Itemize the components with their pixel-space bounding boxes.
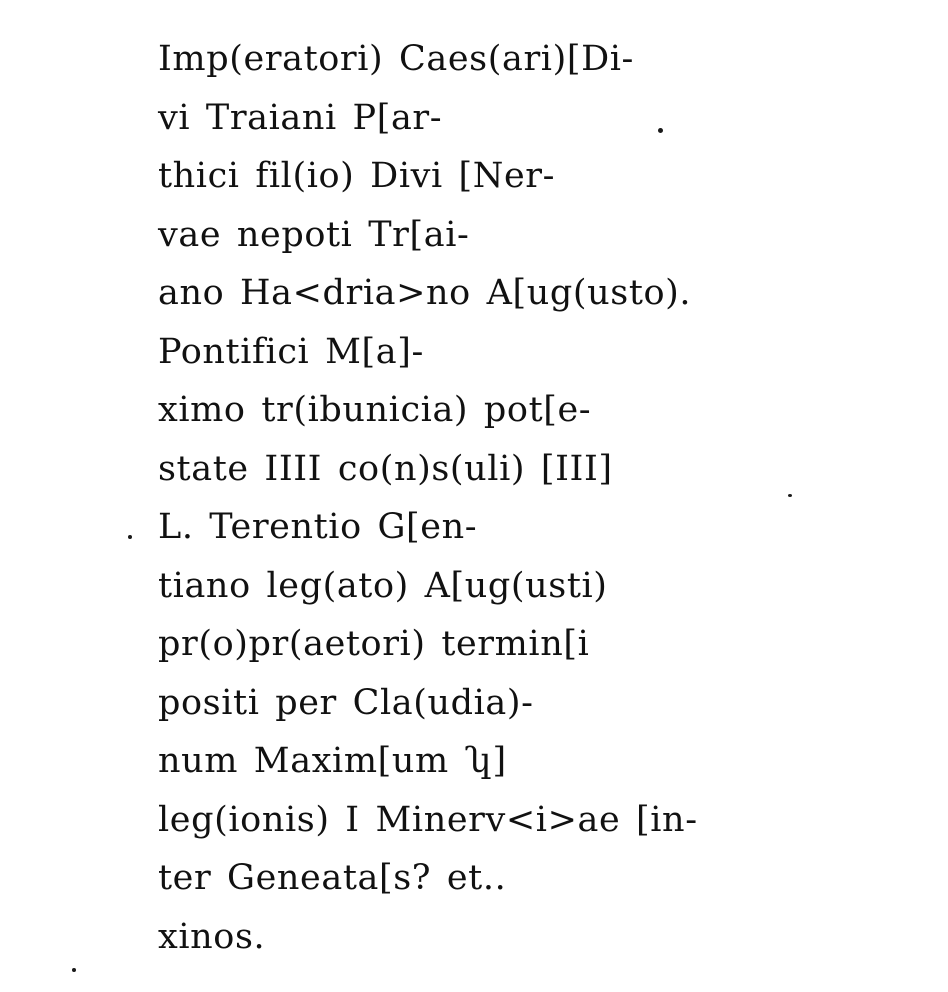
inscription-line: ter Geneata[s? et.. [158,858,507,898]
inscription-line: pr(o)pr(aetori) termin[i [158,624,590,664]
inscription-line: tiano leg(ato) A[ug(usti) [158,565,608,606]
inscription-line: state IIII co(n)s(uli) [III] [158,448,613,489]
scan-speck [788,494,792,497]
inscription-line: ano Ha<dria>no A[ug(usto). [158,273,692,313]
inscription-line: Imp(eratori) Caes(ari)[Di- [158,39,634,79]
inscription-line: leg(ionis) I Minerv<i>ae [in- [158,799,698,840]
inscription-line: vae nepoti Tr[ai- [158,214,470,255]
inscription-line: L. Terentio G[en- [158,507,478,547]
scan-speck [658,128,663,133]
inscription-line: ximo tr(ibunicia) pot[e- [158,390,592,430]
inscription-line: num Maxim[um ʮ] [158,741,507,781]
scan-speck [72,968,76,972]
inscription-line: Pontifici M[a]- [158,331,424,372]
inscription-line: vi Traiani P[ar- [158,97,443,138]
inscription-text [158,30,938,966]
inscription-line: thici fil(io) Divi [Ner- [158,156,556,196]
inscription-line: xinos. [158,916,266,957]
scan-speck [128,535,132,539]
inscription-line: positi per Cla(udia)- [158,682,534,723]
